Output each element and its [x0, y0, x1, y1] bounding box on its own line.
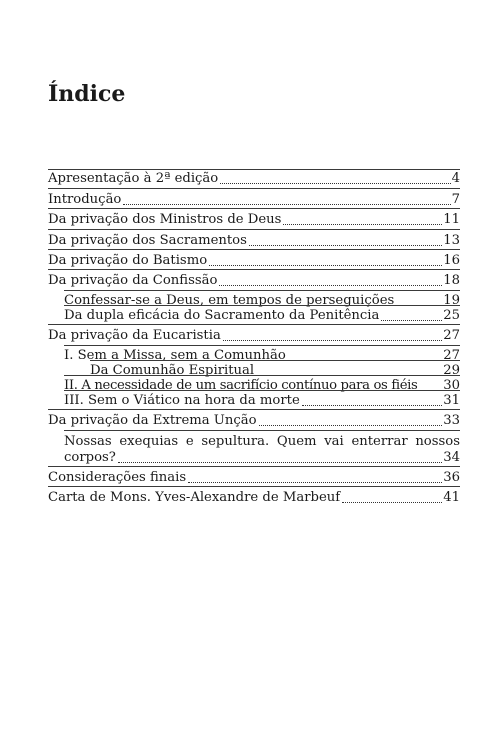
entry-page: 16	[443, 253, 460, 268]
entry-title: Da dupla eficácia do Sacramento da Penitência	[64, 308, 380, 323]
entry-title-line: Nossas exequias e sepultura. Quem vai enterrar nossos	[64, 434, 460, 449]
toc-subentry	[64, 389, 460, 409]
entry-page: 41	[443, 490, 460, 505]
entry-title: Carta de Mons. Yves-Alexandre de Marbeuf	[48, 490, 341, 505]
entry-title: Confessar-se a Deus, em tempos de perseguições	[64, 293, 395, 308]
entry-title: Apresentação à 2ª edição	[48, 171, 219, 186]
dot-leader	[220, 183, 450, 184]
dot-leader	[259, 425, 443, 426]
entry-page: 4	[451, 171, 460, 186]
toc-entry	[48, 466, 460, 486]
toc-entry	[48, 269, 460, 289]
dot-leader	[342, 502, 442, 503]
dot-leader	[249, 245, 442, 246]
entry-page: 34	[443, 450, 460, 465]
entry-page: 27	[443, 348, 460, 363]
toc-entry	[48, 409, 460, 429]
dot-leader	[223, 340, 442, 341]
toc-subentry	[64, 446, 460, 466]
entry-title: Da Comunhão Espiritual	[90, 363, 255, 378]
page-title: Índice	[48, 81, 126, 107]
entry-title: corpos?	[64, 450, 116, 465]
toc-entry	[48, 229, 460, 249]
entry-title: III. Sem o Viático na hora da morte	[64, 393, 300, 408]
toc-entry	[48, 324, 460, 344]
entry-page: 33	[443, 413, 460, 428]
toc-entry	[48, 208, 460, 228]
dot-leader	[188, 482, 442, 483]
entry-page: 29	[443, 363, 460, 378]
entry-page: 27	[443, 328, 460, 343]
toc-entry	[48, 486, 460, 506]
dot-leader	[283, 224, 442, 225]
entry-page: 36	[443, 470, 460, 485]
entry-title: Da privação da Extrema Unção	[48, 413, 257, 428]
entry-title: II. A necessidade de um sacrifício contínuo para os fiéis	[64, 378, 418, 393]
entry-page: 25	[443, 308, 460, 323]
entry-title: Da privação do Batismo	[48, 253, 208, 268]
entry-page: 30	[443, 378, 460, 393]
toc-entry	[48, 167, 460, 187]
dot-leader	[381, 320, 442, 321]
dot-leader	[118, 462, 442, 463]
entry-page: 31	[443, 393, 460, 408]
entry-title: I. Sem a Missa, sem a Comunhão	[64, 348, 286, 363]
entry-title: Da privação da Eucaristia	[48, 328, 221, 343]
dot-leader	[209, 265, 442, 266]
toc-entry	[48, 249, 460, 269]
entry-title: Da privação dos Sacramentos	[48, 233, 247, 248]
entry-page: 11	[443, 212, 460, 227]
entry-page: 7	[451, 192, 460, 207]
entry-page: 13	[443, 233, 460, 248]
toc-entry	[48, 188, 460, 208]
entry-title: Considerações finais	[48, 470, 187, 485]
entry-title: Da privação da Confissão	[48, 273, 218, 288]
divider	[64, 430, 460, 431]
dot-leader	[302, 405, 442, 406]
dot-leader	[219, 285, 442, 286]
entry-title: Introdução	[48, 192, 122, 207]
entry-title: Da privação dos Ministros de Deus	[48, 212, 282, 227]
entry-page: 18	[443, 273, 460, 288]
entry-page: 19	[443, 293, 460, 308]
dot-leader	[123, 204, 450, 205]
toc-subentry	[64, 304, 460, 324]
